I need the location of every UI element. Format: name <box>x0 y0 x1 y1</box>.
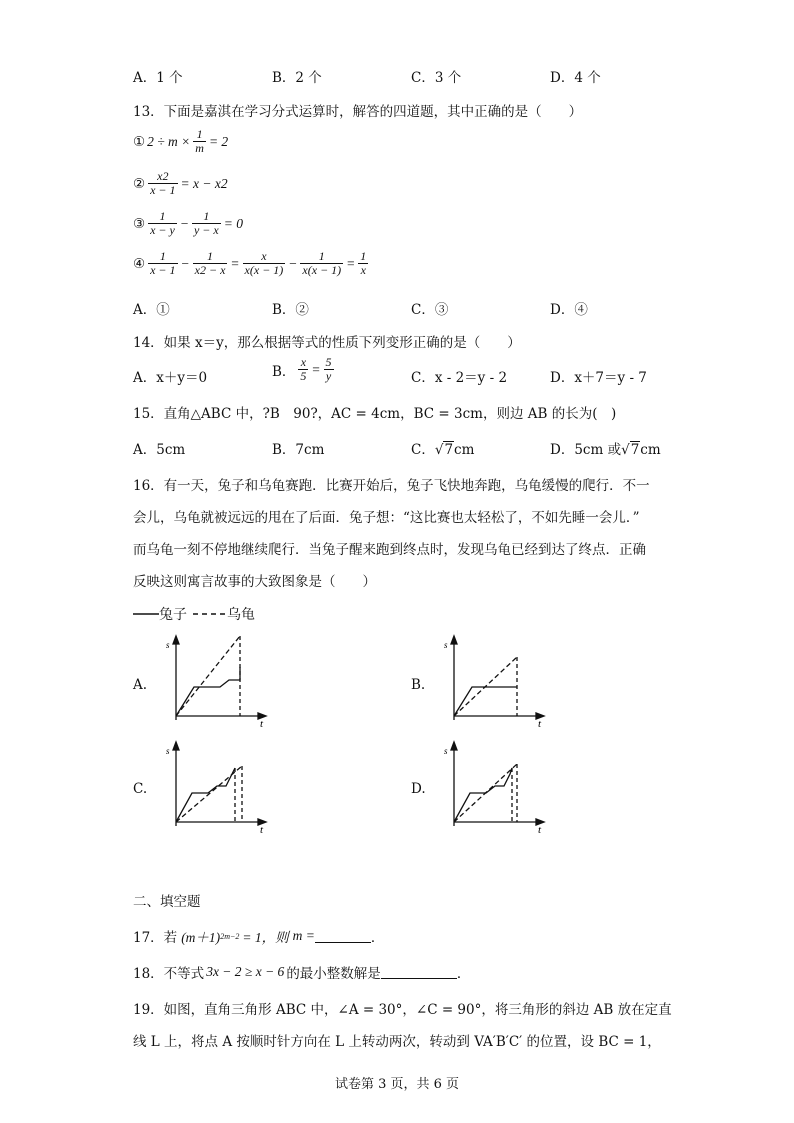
q13-item-1-num: 1 <box>193 128 206 142</box>
section-heading: 二、填空题 <box>133 894 201 910</box>
q14-option-b-fraction-2 <box>324 356 334 383</box>
q13-item-4-d2: x2 − x <box>194 263 226 277</box>
q15-option-c-unit: cm <box>454 442 475 458</box>
q13-item-3-fraction-1 <box>148 210 177 237</box>
q17-prefix: 17．若 <box>133 930 178 946</box>
q12-option-b: B．2 个 <box>272 70 322 86</box>
q15-option-b: B．7cm <box>272 442 325 458</box>
graph-b-axis-t: t <box>538 718 542 730</box>
graph-c-axis-t: t <box>260 824 264 836</box>
q13-item-4-mark: ④ <box>133 255 146 272</box>
q13-item-4-n2: 1 <box>193 250 228 264</box>
q13-item-3-fraction-2 <box>192 210 221 237</box>
q13-item-4-n5: 1 <box>360 249 367 263</box>
q13-item-4-f2 <box>193 250 228 277</box>
q14-stem: 14．如果 x＝y，那么根据等式的性质下列变形正确的是（ ） <box>133 335 521 351</box>
q13-item-2 <box>133 170 228 197</box>
q14-option-b-fraction-1 <box>298 356 308 383</box>
q15-option-a: A．5cm <box>133 442 186 458</box>
q13-item-4-f1 <box>148 250 177 277</box>
q13-item-4-d1: x − 1 <box>150 263 176 277</box>
q15-option-c-radicand: 7 <box>444 442 454 458</box>
q13-item-4-f3 <box>243 250 286 277</box>
legend-dashed-line-icon <box>193 609 227 619</box>
q13-option-c: C．③ <box>411 302 449 318</box>
graph-c <box>150 738 270 838</box>
q13-stem: 13．下面是嘉淇在学习分式运算时，解答的四道题，其中正确的是（ ） <box>133 104 583 120</box>
q15-option-d-unit: cm <box>640 442 661 458</box>
q13-item-4-n1: 1 <box>148 250 177 264</box>
q13-item-3 <box>133 210 243 237</box>
q15-option-c <box>411 438 474 458</box>
q13-item-3-op: − <box>179 215 189 231</box>
q15-option-c-label: C． <box>411 442 435 458</box>
q13-item-3-den2: y − x <box>193 223 219 237</box>
q13-item-3-right: = 0 <box>223 215 243 231</box>
q15-option-c-sqrt: √7 <box>434 442 454 458</box>
q13-item-2-num: x2 <box>148 170 177 184</box>
q18-middle: 的最小整数解是 <box>286 966 381 982</box>
q13-option-d: D．④ <box>550 302 588 318</box>
q19-line-2: 线 L 上，将点 A 按顺时针方向在 L 上转动两次，转动到 VA′B′C′ 的位置，设 BC = 1， <box>133 1034 661 1050</box>
q16-line-4: 反映这则寓言故事的大致图象是（ ） <box>133 574 376 590</box>
q13-item-2-right: = x − x2 <box>180 175 228 191</box>
q13-item-1-left: 2 ÷ m × <box>147 133 191 149</box>
q13-item-4-f4 <box>300 250 343 277</box>
page-footer: 试卷第 3 页，共 6 页 <box>334 1077 460 1092</box>
q14-option-b: B． $\frac{x}{5}$ = $\frac{5}{y}$ <box>272 355 332 383</box>
q17-variable: m = <box>292 928 315 943</box>
q13-item-4-n3: x <box>243 250 286 264</box>
q15-stem: 15．直角△ABC 中，?B 90?，AC = 4cm，BC = 3cm，则边 AB 的长为( ) <box>133 406 617 422</box>
q14-option-b-den1: 5 <box>300 369 307 383</box>
q13-item-2-mark: ② <box>133 175 146 192</box>
q13-item-3-den1: x − y <box>150 223 175 237</box>
graph-d-axis-s: s <box>444 746 448 756</box>
q15-option-d-radicand: 7 <box>630 442 640 458</box>
q12-option-c: C．3 个 <box>411 70 462 86</box>
graph-label-c: C. <box>133 781 148 797</box>
graph-a <box>150 632 270 732</box>
graph-label-d: D. <box>411 781 426 797</box>
legend-solid-line-icon <box>133 609 159 619</box>
q18-answer-blank[interactable] <box>381 966 457 979</box>
q18-inequality: 3x − 2 ≥ x − 6 <box>206 964 285 979</box>
q14-option-b-num2: 5 <box>325 355 332 369</box>
q13-item-4-d5: x <box>360 263 366 277</box>
q14-option-b-label: B． <box>272 363 296 380</box>
q15-option-d-sqrt: √7 <box>621 442 640 458</box>
q17-answer-blank[interactable] <box>315 930 371 943</box>
q17-base: (m＋1) <box>181 930 221 945</box>
q13-option-b: B．② <box>272 302 309 318</box>
q17 <box>133 926 384 946</box>
q14-option-b-num1: x <box>298 356 308 370</box>
q13-item-2-fraction <box>148 170 177 197</box>
q14-option-b-den2: y <box>325 369 332 383</box>
q13-item-4: ④ $\frac{1}{x - 1}$ − $\frac{1}{x2 - x}$ = $\frac{x}{x(x - 1)}$ − $\frac{1}{x(x - 1)}$ = $\frac{1}{x}$ <box>133 249 367 277</box>
graph-c-axis-s: s <box>166 746 170 756</box>
q19-line-1: 19．如图，直角三角形 ABC 中，∠A = 30°，∠C = 90°，将三角形的斜边 AB 放在定直 <box>133 1002 672 1018</box>
q17-middle: = 1，则 <box>242 930 289 945</box>
q14-option-d: D．x＋7＝y - 7 <box>550 370 647 386</box>
q13-item-3-mark: ③ <box>133 215 146 232</box>
graph-b-axis-s: s <box>444 640 448 650</box>
q13-item-3-num2: 1 <box>192 210 221 224</box>
q18 <box>133 962 470 982</box>
q17-period: ． <box>370 930 385 946</box>
q13-item-4-d3: x(x − 1) <box>244 263 284 277</box>
q12-option-a: A．1 个 <box>133 70 183 86</box>
q17-exponent: 2m−2 <box>220 931 240 941</box>
graph-label-b: B. <box>411 677 426 693</box>
q13-item-3-num1: 1 <box>148 210 177 224</box>
q12-option-d: D．4 个 <box>550 70 601 86</box>
legend-tortoise-label: 乌龟 <box>227 607 255 623</box>
graph-d-axis-t: t <box>538 824 542 836</box>
q15-option-d-label: D．5cm 或 <box>550 442 622 458</box>
q16-line-2: 会儿，乌龟就被远远的甩在了后面．兔子想：“这比赛也太轻松了，不如先睡一会儿．” <box>133 510 640 526</box>
graph-label-a: A. <box>133 677 148 693</box>
q13-item-1-right: = 2 <box>208 133 229 149</box>
graph-b <box>428 632 548 732</box>
q16-legend <box>133 604 255 624</box>
q13-item-4-d4: x(x − 1) <box>302 263 342 277</box>
q18-prefix: 18．不等式 <box>133 966 205 982</box>
q13-item-1-den: m <box>195 141 204 155</box>
q14-option-c: C．x - 2＝y - 2 <box>411 370 508 386</box>
q16-line-1: 16．有一天，兔子和乌龟赛跑．比赛开始后，兔子飞快地奔跑，乌龟缓慢的爬行．不一 <box>133 478 650 494</box>
q13-item-2-den: x − 1 <box>150 183 176 197</box>
q13-item-1-mark: ① <box>133 133 146 150</box>
q18-period: ． <box>456 966 471 982</box>
legend-rabbit-label: 兔子 <box>159 607 187 623</box>
q13-item-4-n4: 1 <box>300 250 343 264</box>
graph-a-axis-s: s <box>166 640 170 650</box>
q14-option-a: A．x＋y＝0 <box>133 370 208 386</box>
q13-item-4-f5 <box>358 250 368 277</box>
graph-d <box>428 738 548 838</box>
q13-option-a: A．① <box>133 302 170 318</box>
q13-item-1-fraction <box>193 128 206 155</box>
q16-line-3: 而乌龟一刻不停地继续爬行．当兔子醒来跑到终点时，发现乌龟已经到达了终点．正确 <box>133 542 646 558</box>
q15-option-d <box>550 438 661 458</box>
graph-a-axis-t: t <box>260 718 264 730</box>
q13-item-1 <box>133 128 228 155</box>
